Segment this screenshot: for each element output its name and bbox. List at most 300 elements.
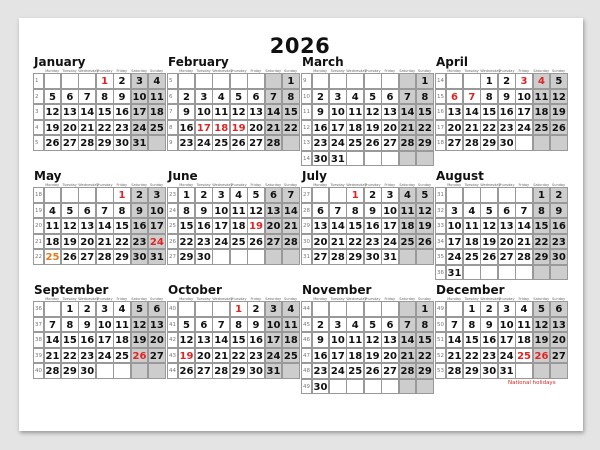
day-cell: 4 bbox=[113, 301, 131, 317]
empty-day-cell bbox=[61, 187, 79, 203]
week-number: 49 bbox=[435, 301, 446, 317]
day-cell: 26 bbox=[480, 249, 498, 265]
day-cell: 4 bbox=[148, 73, 166, 89]
day-cell: 19 bbox=[131, 332, 149, 348]
day-cell: 13 bbox=[550, 317, 568, 333]
day-cell: 15 bbox=[178, 218, 196, 234]
week-number: 46 bbox=[301, 332, 312, 348]
day-cell: 29 bbox=[416, 135, 434, 151]
week-number: 38 bbox=[33, 332, 44, 348]
day-cell: 27 bbox=[195, 363, 213, 379]
day-header: Saturday bbox=[399, 297, 416, 301]
day-header: Sunday bbox=[284, 297, 298, 301]
empty-day-cell bbox=[346, 301, 364, 317]
day-cell: 28 bbox=[44, 363, 62, 379]
week-number: 50 bbox=[435, 317, 446, 333]
day-header: Thursday bbox=[230, 183, 247, 187]
day-cell: 13 bbox=[446, 104, 464, 120]
week-number: 1 bbox=[33, 73, 44, 89]
day-cell: 14 bbox=[329, 218, 347, 234]
empty-day-cell bbox=[381, 301, 399, 317]
week-number: 28 bbox=[301, 203, 312, 219]
empty-day-cell bbox=[399, 301, 417, 317]
day-cell: 16 bbox=[364, 218, 382, 234]
day-cell: 22 bbox=[282, 120, 300, 136]
day-cell: 9 bbox=[550, 203, 568, 219]
day-cell: 15 bbox=[480, 104, 498, 120]
day-cell: 17 bbox=[329, 120, 347, 136]
day-cell: 26 bbox=[131, 348, 149, 364]
empty-day-cell bbox=[312, 187, 330, 203]
day-cell: 19 bbox=[550, 104, 568, 120]
day-cell: 12 bbox=[480, 218, 498, 234]
day-header: Saturday bbox=[265, 69, 282, 73]
year-title: 2026 bbox=[269, 34, 331, 58]
day-cell: 3 bbox=[96, 301, 114, 317]
day-header: Thursday bbox=[230, 297, 247, 301]
day-cell: 31 bbox=[498, 363, 516, 379]
day-cell: 11 bbox=[44, 218, 62, 234]
day-cell: 31 bbox=[329, 151, 347, 167]
day-cell: 3 bbox=[212, 187, 230, 203]
day-cell: 28 bbox=[446, 363, 464, 379]
day-header: Saturday bbox=[533, 297, 550, 301]
day-cell: 2 bbox=[131, 187, 149, 203]
day-cell: 25 bbox=[346, 135, 364, 151]
day-cell: 16 bbox=[550, 218, 568, 234]
day-header: Friday bbox=[384, 183, 396, 187]
day-header: Saturday bbox=[265, 297, 282, 301]
day-cell: 9 bbox=[364, 203, 382, 219]
day-header: Tuesday bbox=[196, 69, 211, 73]
day-cell: 13 bbox=[381, 332, 399, 348]
day-cell: 12 bbox=[61, 218, 79, 234]
empty-day-cell bbox=[230, 249, 248, 265]
day-header: Sunday bbox=[552, 69, 566, 73]
day-cell: 23 bbox=[312, 135, 330, 151]
empty-day-cell bbox=[446, 187, 464, 203]
day-cell: 30 bbox=[498, 135, 516, 151]
week-number: 44 bbox=[167, 363, 178, 379]
day-cell: 24 bbox=[498, 348, 516, 364]
day-cell: 30 bbox=[131, 249, 149, 265]
day-cell: 31 bbox=[265, 363, 283, 379]
day-cell: 17 bbox=[381, 218, 399, 234]
day-cell: 20 bbox=[446, 120, 464, 136]
day-cell: 22 bbox=[416, 348, 434, 364]
day-cell: 16 bbox=[480, 332, 498, 348]
day-cell: 2 bbox=[78, 301, 96, 317]
day-cell: 22 bbox=[61, 348, 79, 364]
day-header: Thursday bbox=[96, 297, 113, 301]
week-number: 3 bbox=[33, 104, 44, 120]
week-number: 13 bbox=[301, 135, 312, 151]
day-cell: 12 bbox=[364, 104, 382, 120]
day-cell: 22 bbox=[178, 234, 196, 250]
week-number: 45 bbox=[301, 317, 312, 333]
day-cell: 15 bbox=[96, 104, 114, 120]
day-header: Thursday bbox=[364, 69, 381, 73]
day-cell: 9 bbox=[247, 317, 265, 333]
week-number: 29 bbox=[301, 218, 312, 234]
day-cell: 23 bbox=[312, 363, 330, 379]
day-cell: 22 bbox=[346, 234, 364, 250]
empty-day-cell bbox=[416, 249, 434, 265]
day-cell: 28 bbox=[265, 135, 283, 151]
empty-day-cell bbox=[515, 187, 533, 203]
day-cell: 1 bbox=[230, 301, 248, 317]
empty-day-cell bbox=[312, 301, 330, 317]
day-header: Tuesday bbox=[62, 297, 77, 301]
empty-day-cell bbox=[346, 73, 364, 89]
day-cell: 5 bbox=[550, 73, 568, 89]
day-cell: 30 bbox=[364, 249, 382, 265]
day-cell: 20 bbox=[78, 234, 96, 250]
day-cell: 13 bbox=[61, 104, 79, 120]
day-cell: 7 bbox=[446, 317, 464, 333]
day-cell: 18 bbox=[515, 332, 533, 348]
day-header: Tuesday bbox=[62, 183, 77, 187]
day-cell: 17 bbox=[96, 332, 114, 348]
day-cell: 25 bbox=[515, 348, 533, 364]
week-number: 8 bbox=[167, 120, 178, 136]
day-cell: 6 bbox=[61, 89, 79, 105]
empty-day-cell bbox=[265, 249, 283, 265]
day-cell: 17 bbox=[212, 218, 230, 234]
day-cell: 14 bbox=[399, 332, 417, 348]
day-cell: 7 bbox=[212, 317, 230, 333]
day-cell: 27 bbox=[312, 249, 330, 265]
day-header: Monday bbox=[313, 183, 328, 187]
day-cell: 28 bbox=[212, 363, 230, 379]
empty-day-cell bbox=[148, 135, 166, 151]
day-cell: 19 bbox=[61, 234, 79, 250]
day-cell: 30 bbox=[480, 363, 498, 379]
day-cell: 24 bbox=[148, 234, 166, 250]
week-number: 47 bbox=[301, 348, 312, 364]
day-cell: 26 bbox=[44, 135, 62, 151]
month-name: April bbox=[436, 55, 469, 69]
day-cell: 16 bbox=[113, 104, 131, 120]
day-cell: 30 bbox=[113, 135, 131, 151]
day-cell: 5 bbox=[480, 203, 498, 219]
day-cell: 8 bbox=[533, 203, 551, 219]
day-cell: 26 bbox=[61, 249, 79, 265]
day-cell: 15 bbox=[230, 332, 248, 348]
day-header: Tuesday bbox=[330, 297, 345, 301]
day-cell: 23 bbox=[480, 348, 498, 364]
day-cell: 21 bbox=[399, 348, 417, 364]
day-cell: 15 bbox=[61, 332, 79, 348]
day-cell: 3 bbox=[515, 73, 533, 89]
day-cell: 16 bbox=[247, 332, 265, 348]
day-cell: 7 bbox=[44, 317, 62, 333]
empty-day-cell bbox=[346, 379, 364, 395]
day-cell: 22 bbox=[96, 120, 114, 136]
empty-day-cell bbox=[178, 301, 196, 317]
day-header: Saturday bbox=[533, 69, 550, 73]
day-cell: 2 bbox=[195, 187, 213, 203]
day-cell: 8 bbox=[416, 89, 434, 105]
day-header: Friday bbox=[116, 297, 128, 301]
day-header: Sunday bbox=[150, 69, 164, 73]
day-cell: 28 bbox=[399, 135, 417, 151]
day-cell: 30 bbox=[550, 249, 568, 265]
month-name: August bbox=[436, 169, 484, 183]
week-number: 35 bbox=[435, 249, 446, 265]
day-header: Wednesday bbox=[212, 69, 233, 73]
day-cell: 28 bbox=[329, 249, 347, 265]
day-cell: 21 bbox=[282, 218, 300, 234]
day-header: Tuesday bbox=[464, 69, 479, 73]
day-cell: 20 bbox=[381, 120, 399, 136]
day-cell: 15 bbox=[113, 218, 131, 234]
day-cell: 13 bbox=[265, 203, 283, 219]
day-cell: 4 bbox=[463, 203, 481, 219]
day-cell: 11 bbox=[463, 218, 481, 234]
empty-day-cell bbox=[550, 265, 568, 281]
day-cell: 3 bbox=[329, 89, 347, 105]
week-number: 19 bbox=[33, 203, 44, 219]
empty-day-cell bbox=[550, 135, 568, 151]
day-cell: 22 bbox=[416, 120, 434, 136]
day-cell: 5 bbox=[230, 89, 248, 105]
day-cell: 6 bbox=[265, 187, 283, 203]
day-cell: 1 bbox=[178, 187, 196, 203]
day-cell: 9 bbox=[312, 104, 330, 120]
day-cell: 18 bbox=[230, 218, 248, 234]
empty-day-cell bbox=[282, 363, 300, 379]
day-cell: 29 bbox=[533, 249, 551, 265]
week-number: 53 bbox=[435, 363, 446, 379]
day-header: Wednesday bbox=[480, 183, 501, 187]
day-header: Friday bbox=[250, 183, 262, 187]
day-header: Sunday bbox=[418, 183, 432, 187]
day-cell: 10 bbox=[148, 203, 166, 219]
day-cell: 28 bbox=[515, 249, 533, 265]
week-number: 48 bbox=[301, 363, 312, 379]
day-cell: 4 bbox=[533, 73, 551, 89]
day-header: Saturday bbox=[399, 183, 416, 187]
day-header: Tuesday bbox=[464, 297, 479, 301]
day-cell: 19 bbox=[416, 218, 434, 234]
day-cell: 17 bbox=[515, 104, 533, 120]
day-cell: 23 bbox=[113, 120, 131, 136]
day-cell: 23 bbox=[498, 120, 516, 136]
day-cell: 7 bbox=[265, 89, 283, 105]
day-header: Sunday bbox=[552, 297, 566, 301]
week-number: 41 bbox=[167, 317, 178, 333]
empty-day-cell bbox=[329, 301, 347, 317]
day-cell: 24 bbox=[329, 363, 347, 379]
day-cell: 29 bbox=[230, 363, 248, 379]
day-cell: 1 bbox=[61, 301, 79, 317]
week-number: 37 bbox=[33, 317, 44, 333]
day-cell: 30 bbox=[312, 151, 330, 167]
day-cell: 29 bbox=[346, 249, 364, 265]
day-header: Sunday bbox=[552, 183, 566, 187]
empty-day-cell bbox=[399, 249, 417, 265]
day-cell: 18 bbox=[212, 120, 230, 136]
day-cell: 4 bbox=[230, 187, 248, 203]
empty-day-cell bbox=[498, 187, 516, 203]
holiday-legend: National holidays bbox=[508, 380, 556, 386]
week-number: 26 bbox=[167, 234, 178, 250]
day-cell: 22 bbox=[230, 348, 248, 364]
day-cell: 11 bbox=[399, 203, 417, 219]
day-cell: 27 bbox=[446, 135, 464, 151]
empty-day-cell bbox=[463, 187, 481, 203]
day-cell: 12 bbox=[44, 104, 62, 120]
day-cell: 8 bbox=[346, 203, 364, 219]
day-cell: 23 bbox=[550, 234, 568, 250]
day-cell: 14 bbox=[96, 218, 114, 234]
day-cell: 26 bbox=[364, 363, 382, 379]
day-cell: 1 bbox=[480, 73, 498, 89]
day-header: Friday bbox=[384, 69, 396, 73]
day-cell: 27 bbox=[78, 249, 96, 265]
empty-day-cell bbox=[96, 363, 114, 379]
empty-day-cell bbox=[282, 249, 300, 265]
empty-day-cell bbox=[533, 265, 551, 281]
day-cell: 13 bbox=[78, 218, 96, 234]
day-cell: 12 bbox=[230, 104, 248, 120]
week-number: 30 bbox=[301, 234, 312, 250]
day-cell: 15 bbox=[533, 218, 551, 234]
day-cell: 26 bbox=[550, 120, 568, 136]
day-cell: 9 bbox=[178, 104, 196, 120]
day-cell: 3 bbox=[329, 317, 347, 333]
day-cell: 2 bbox=[498, 73, 516, 89]
day-cell: 25 bbox=[463, 249, 481, 265]
week-number: 31 bbox=[301, 249, 312, 265]
week-number: 9 bbox=[167, 135, 178, 151]
day-cell: 10 bbox=[515, 89, 533, 105]
day-cell: 6 bbox=[312, 203, 330, 219]
day-cell: 10 bbox=[131, 89, 149, 105]
day-cell: 28 bbox=[463, 135, 481, 151]
day-cell: 25 bbox=[230, 234, 248, 250]
day-cell: 23 bbox=[247, 348, 265, 364]
day-cell: 12 bbox=[247, 203, 265, 219]
empty-day-cell bbox=[416, 151, 434, 167]
day-cell: 19 bbox=[247, 218, 265, 234]
day-header: Wednesday bbox=[78, 69, 99, 73]
day-cell: 8 bbox=[178, 203, 196, 219]
day-cell: 7 bbox=[78, 89, 96, 105]
day-header: Tuesday bbox=[464, 183, 479, 187]
empty-day-cell bbox=[96, 187, 114, 203]
day-cell: 27 bbox=[498, 249, 516, 265]
day-cell: 8 bbox=[113, 203, 131, 219]
day-cell: 22 bbox=[113, 234, 131, 250]
empty-day-cell bbox=[195, 301, 213, 317]
day-cell: 30 bbox=[312, 379, 330, 395]
week-number: 12 bbox=[301, 120, 312, 136]
day-cell: 3 bbox=[265, 301, 283, 317]
day-header: Sunday bbox=[150, 183, 164, 187]
day-cell: 15 bbox=[463, 332, 481, 348]
day-cell: 5 bbox=[131, 301, 149, 317]
day-header: Saturday bbox=[131, 297, 148, 301]
day-cell: 4 bbox=[282, 301, 300, 317]
empty-day-cell bbox=[515, 135, 533, 151]
empty-day-cell bbox=[230, 73, 248, 89]
day-cell: 5 bbox=[364, 89, 382, 105]
week-number: 25 bbox=[167, 218, 178, 234]
empty-day-cell bbox=[78, 73, 96, 89]
day-cell: 9 bbox=[480, 317, 498, 333]
empty-day-cell bbox=[265, 73, 283, 89]
day-cell: 24 bbox=[96, 348, 114, 364]
day-header: Saturday bbox=[131, 183, 148, 187]
week-number: 5 bbox=[33, 135, 44, 151]
empty-day-cell bbox=[312, 73, 330, 89]
day-header: Wednesday bbox=[78, 183, 99, 187]
week-number: 33 bbox=[435, 218, 446, 234]
empty-day-cell bbox=[247, 249, 265, 265]
day-cell: 24 bbox=[212, 234, 230, 250]
day-header: Thursday bbox=[498, 297, 515, 301]
day-header: Monday bbox=[447, 297, 462, 301]
day-cell: 1 bbox=[346, 187, 364, 203]
day-cell: 27 bbox=[265, 234, 283, 250]
day-header: Monday bbox=[179, 297, 194, 301]
day-header: Monday bbox=[313, 297, 328, 301]
day-cell: 30 bbox=[78, 363, 96, 379]
day-cell: 4 bbox=[346, 317, 364, 333]
day-header: Wednesday bbox=[212, 297, 233, 301]
day-cell: 7 bbox=[329, 203, 347, 219]
week-number: 21 bbox=[33, 234, 44, 250]
day-cell: 8 bbox=[230, 317, 248, 333]
day-cell: 23 bbox=[178, 135, 196, 151]
day-cell: 2 bbox=[178, 89, 196, 105]
empty-day-cell bbox=[480, 265, 498, 281]
day-cell: 31 bbox=[148, 249, 166, 265]
day-cell: 23 bbox=[364, 234, 382, 250]
day-cell: 4 bbox=[44, 203, 62, 219]
empty-day-cell bbox=[212, 73, 230, 89]
day-cell: 14 bbox=[282, 203, 300, 219]
week-number: 49 bbox=[301, 379, 312, 395]
empty-day-cell bbox=[212, 249, 230, 265]
day-cell: 9 bbox=[195, 203, 213, 219]
day-cell: 4 bbox=[212, 89, 230, 105]
day-cell: 17 bbox=[131, 104, 149, 120]
day-header: Tuesday bbox=[196, 297, 211, 301]
day-cell: 19 bbox=[178, 348, 196, 364]
day-cell: 13 bbox=[195, 332, 213, 348]
day-header: Thursday bbox=[230, 69, 247, 73]
day-cell: 27 bbox=[381, 135, 399, 151]
day-cell: 18 bbox=[346, 120, 364, 136]
week-number: 2 bbox=[33, 89, 44, 105]
day-cell: 13 bbox=[381, 104, 399, 120]
empty-day-cell bbox=[381, 151, 399, 167]
day-header: Thursday bbox=[364, 183, 381, 187]
day-cell: 6 bbox=[381, 317, 399, 333]
day-cell: 25 bbox=[113, 348, 131, 364]
day-cell: 10 bbox=[212, 203, 230, 219]
day-cell: 14 bbox=[78, 104, 96, 120]
day-cell: 18 bbox=[463, 234, 481, 250]
day-header: Friday bbox=[384, 297, 396, 301]
empty-day-cell bbox=[515, 363, 533, 379]
month-name: March bbox=[302, 55, 344, 69]
week-number: 18 bbox=[435, 135, 446, 151]
month-name: July bbox=[302, 169, 327, 183]
